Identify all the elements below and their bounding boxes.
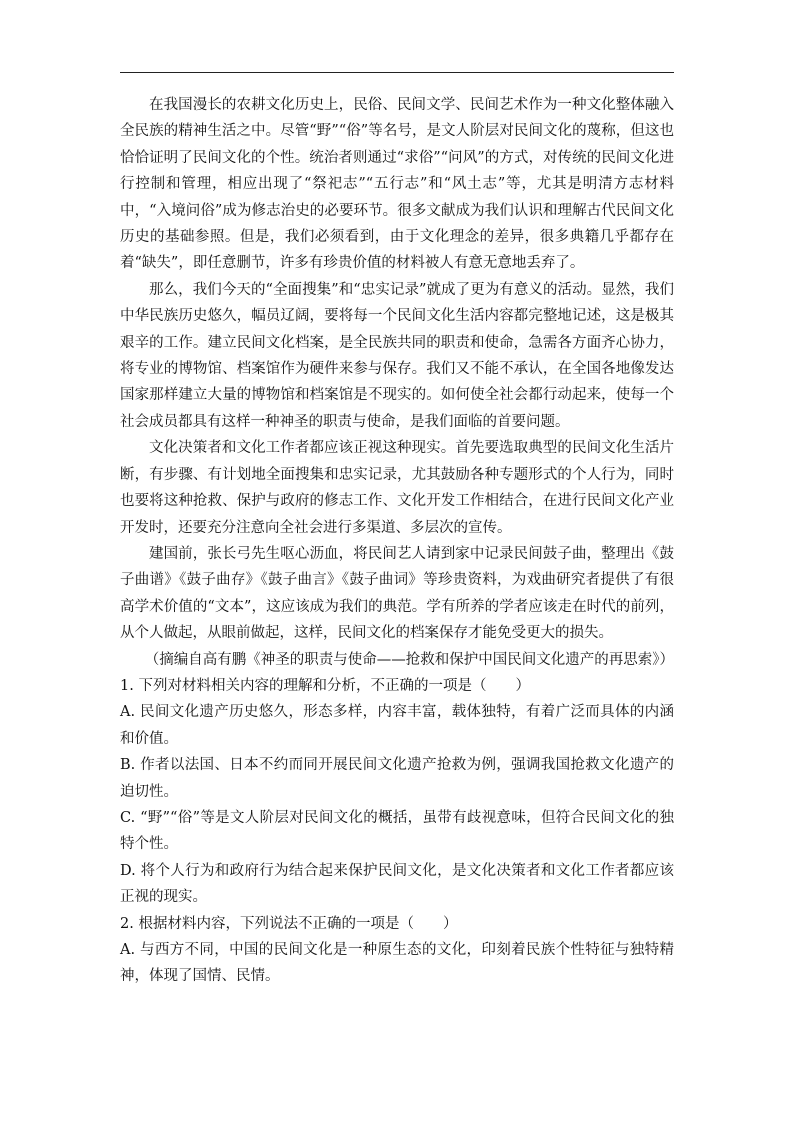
passage-paragraph-1: 在我国漫长的农耕文化历史上，民俗、民间文学、民间艺术作为一种文化整体融入全民族的精神生活之中。尽管“野”“俗”等名号，是文人阶层对民间文化的蔑称，但这也恰恰证明了民间文化的个性。统治者则通过“求俗”“问风”的方式，对传统的民间文化进行控制和管理，相应出现了“祭祀志”“五行志”和“风土志”等，尤其是明清方志材料中，“入境问俗”成为修志治史的必要环节。很多文献成为我们认识和理解古代民间文化历史的基础参照。但是，我们必须看到，由于文化理念的差异，很多典籍几乎都存在着“缺失”，即任意删节，许多有珍贵价值的材料被人有意无意地丢弃了。 <box>120 97 674 272</box>
passage-paragraph-3: 文化决策者和文化工作者都应该正视这种现实。首先要选取典型的民间文化生活片断，有步骤、有计划地全面搜集和忠实记录，尤其鼓励各种专题形式的个人行为，同时也要将这种抢救、保护与政府的修志工作、文化开发工作相结合，在进行民间文化产业开发时，还要充分注意向全社会进行多渠道、多层次的宣传。 <box>120 440 674 536</box>
question-1-option-b: B. 作者以法国、日本不约而同开展民间文化遗产抢救为例，强调我国抢救文化遗产的迫切性。 <box>120 757 674 800</box>
passage-paragraph-4: 建国前，张长弓先生呕心沥血，将民间艺人请到家中记录民间鼓子曲，整理出《鼓子曲谱》《鼓子曲存》《鼓子曲言》《鼓子曲词》等珍贵资料，为戏曲研究者提供了有很高学术价值的“文本”，这应该成为我们的典范。学有所养的学者应该走在时代的前列，从个人做起，从眼前做起，这样，民间文化的档案保存才能免受更大的损失。 <box>120 545 674 642</box>
header-rule <box>120 72 674 73</box>
passage-paragraph-2: 那么，我们今天的“全面搜集”和“忠实记录”就成了更为有意义的活动。显然，我们中华民族历史悠久，幅员辽阔，要将每一个民间文化生活内容都完整地记述，这是极其艰辛的工作。建立民间文化档案，是全民族共同的职责和使命，急需各方面齐心协力，将专业的博物馆、档案馆作为硬件来参与保存。我们又不能不承认，在全国各地像发达国家那样建立大量的博物馆和档案馆是不现实的。如何使全社会都行动起来，使每一个社会成员都具有这样一种神圣的职责与使命，是我们面临的首要问题。 <box>120 281 674 430</box>
question-1-option-c: C. “野”“俗”等是文人阶层对民间文化的概括，虽带有歧视意味，但符合民间文化的独特个性。 <box>120 809 674 853</box>
document-body <box>120 92 674 990</box>
question-1-option-a: A. 民间文化遗产历史悠久，形态多样，内容丰富，载体独特，有着广泛而具体的内涵和价值。 <box>120 704 674 747</box>
question-2-option-a: A. 与西方不同，中国的民间文化是一种原生态的文化，印刻着民族个性特征与独特精神，体现了国情、民情。 <box>120 942 674 985</box>
passage-source: （摘编自高有鹏《神圣的职责与使命——抢救和保护中国民间文化遗产的再思索》） <box>144 651 674 668</box>
question-2-stem: 2. 根据材料内容，下列说法不正确的一项是（ ） <box>120 915 458 932</box>
question-1-stem: 1. 下列对材料相关内容的理解和分析，不正确的一项是（ ） <box>120 677 530 694</box>
question-1-option-d: D. 将个人行为和政府行为结合起来保护民间文化，是文化决策者和文化工作者都应该正视的现实。 <box>120 862 674 906</box>
